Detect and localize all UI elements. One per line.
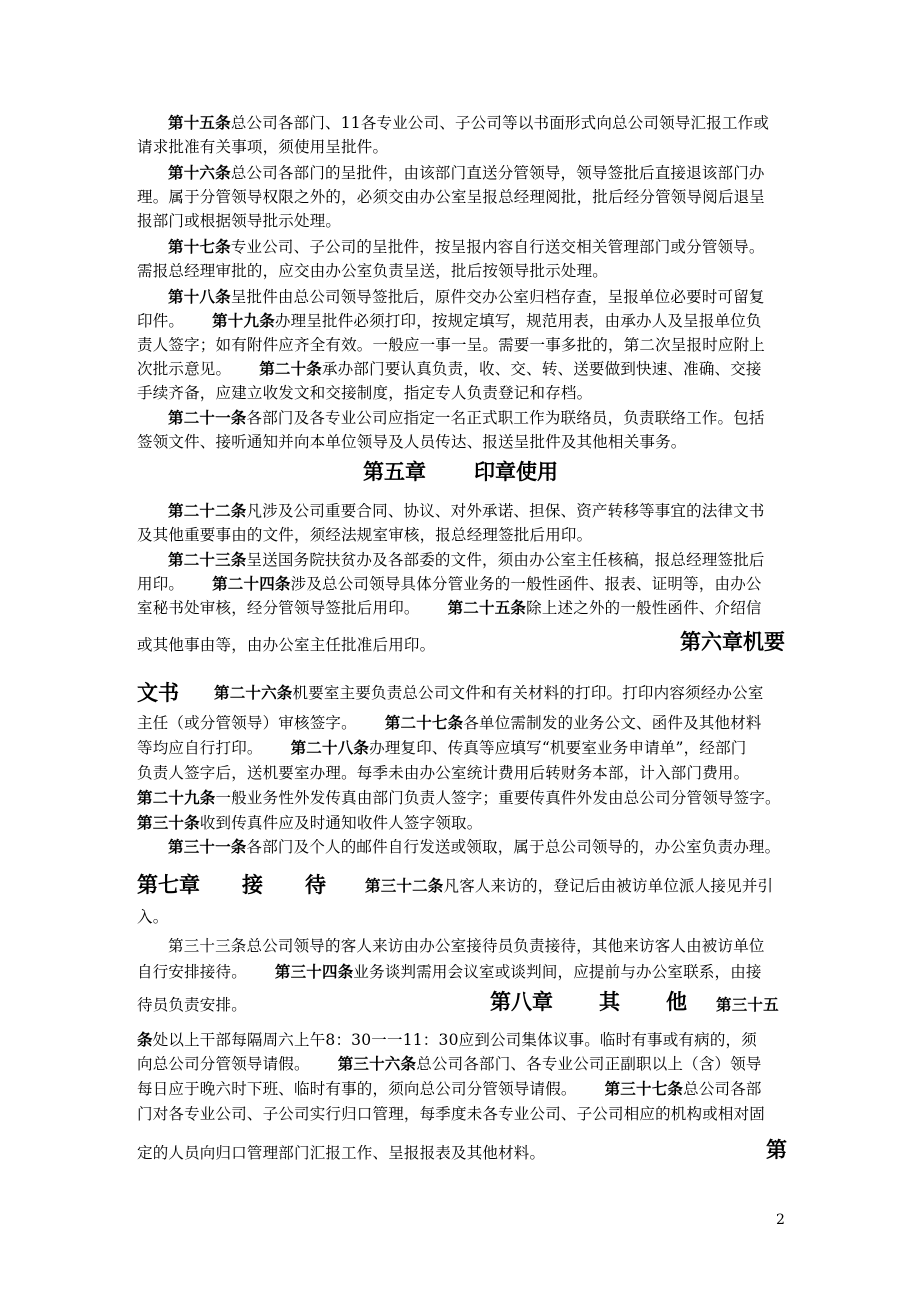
text-segment: 总公司各部 bbox=[683, 1080, 762, 1098]
chapter-heading bbox=[490, 989, 687, 1015]
chapter-title: 印章使用 bbox=[474, 459, 558, 484]
text-segment: 除上述之外的一般性函件、介绍信 bbox=[526, 599, 762, 617]
chapter-title-char: 其 bbox=[599, 989, 620, 1014]
text-line bbox=[137, 211, 789, 231]
text-line bbox=[137, 261, 789, 281]
text-segment: 需报总经理审批的，应交由办公室负责呈送，批后按领导批示处理。 bbox=[137, 262, 609, 280]
text-line bbox=[137, 574, 789, 594]
text-segment: 主任（或分管领导）审核签字。 bbox=[137, 714, 357, 732]
text-segment: 专业公司、子公司的呈批件，按呈报内容自行送交相关管理部门或分管领导。 bbox=[230, 238, 765, 256]
text-segment: 总公司各部门、11各专业公司、子公司等以书面形式向总公司领导汇报工作或 bbox=[230, 114, 770, 132]
text-line bbox=[168, 936, 789, 956]
text-segment: 签领文件、接听通知并向本单位领导及人员传达、报送呈批件及其他相关事务。 bbox=[137, 433, 687, 451]
text-segment: 等均应自行打印。 bbox=[137, 739, 263, 757]
text-line bbox=[137, 137, 789, 157]
article-number: 第三十五 bbox=[716, 995, 779, 1014]
text-segment: 入。 bbox=[137, 908, 169, 926]
text-segment: 处以上干部每隔周六上午8：30一一11：30应到公司集体议事。临时有事或有病的，须 bbox=[152, 1031, 757, 1049]
article-number: 第二十二条 bbox=[168, 501, 247, 520]
article-number: 第三十条 bbox=[137, 813, 200, 832]
text-segment: 凡涉及公司重要合同、协议、对外承诺、担保、资产转移等事宜的法律文书 bbox=[246, 502, 765, 520]
text-segment: 涉及总公司领导具体分管业务的一般性函件、报表、证明等，由办公 bbox=[290, 575, 762, 593]
text-line bbox=[137, 598, 789, 618]
article-number: 第二十条 bbox=[259, 359, 323, 378]
chapter-heading: 文书 bbox=[137, 680, 179, 705]
text-segment: 各部门及各专业公司应指定一名正式职工作为联络员，负责联络工作。包括 bbox=[246, 409, 765, 427]
article-number: 第二十四条 bbox=[212, 574, 291, 593]
article-number: 第十五条 bbox=[168, 113, 231, 132]
text-line bbox=[137, 738, 789, 758]
text-line-with-article bbox=[365, 876, 789, 896]
text-line bbox=[137, 788, 789, 808]
text-line bbox=[168, 113, 789, 133]
text-segment: 办理呈批件必须打印，按规定填写，规范用表，由承办人及呈报单位负 bbox=[274, 312, 762, 330]
text-line bbox=[137, 383, 789, 403]
text-segment: 或其他事由等，由办公室主任批准后用印。 bbox=[137, 636, 436, 654]
text-segment: 及其他重要事由的文件，须经法规室审核，报总经理签批后用印。 bbox=[137, 526, 593, 544]
text-segment: 凡客人来访的，登记后由被访单位派人接见并引 bbox=[443, 877, 774, 895]
article-number: 第二十三条 bbox=[168, 550, 247, 569]
text-line bbox=[168, 163, 789, 183]
text-line bbox=[137, 907, 789, 927]
text-segment: 用印。 bbox=[137, 575, 185, 593]
text-segment: 责人签字；如有附件应齐全有效。一般应一事一呈。需要一事多批的，第二次呈报时应附上 bbox=[137, 336, 766, 354]
text-segment: 一般业务性外发传真由部门负责人签字；重要传真件外发由总公司分管领导签字。 bbox=[215, 789, 781, 807]
article-number: 第三十七条 bbox=[604, 1079, 684, 1098]
article-number: 第十九条 bbox=[212, 311, 275, 330]
text-line bbox=[137, 432, 789, 452]
text-line bbox=[137, 1030, 789, 1050]
text-segment: 第三十三条总公司领导的客人来访由办公室接待员负责接待，其他来访客人由被访单位 bbox=[168, 937, 765, 955]
text-segment: 呈送国务院扶贫办及各部委的文件，须由办公室主任核稿，报总经理签批后 bbox=[246, 551, 765, 569]
text-segment: 门对各专业公司、子公司实行归口管理，每季度未各专业公司、子公司相应的机构或相对固 bbox=[137, 1105, 766, 1123]
text-segment: 理。属于分管领导权限之外的，必须交由办公室呈报总经理阅批，批后经分管领导阅后退呈 bbox=[137, 188, 766, 206]
article-number: 第三十四条 bbox=[274, 962, 354, 981]
article-number: 第十六条 bbox=[168, 163, 231, 182]
text-line bbox=[168, 501, 789, 521]
text-line bbox=[168, 837, 789, 857]
text-line bbox=[168, 408, 789, 428]
article-number: 第十七条 bbox=[168, 237, 231, 256]
chapter-number: 第七章 bbox=[137, 872, 200, 897]
article-number: 第二十一条 bbox=[168, 408, 247, 427]
text-line bbox=[137, 187, 789, 207]
article-number: 第二十五条 bbox=[447, 598, 527, 617]
text-segment: 呈批件由总公司领导签批后，原件交办公室归档存查，呈报单位必要时可留复 bbox=[230, 288, 765, 306]
chapter-heading: 第 bbox=[766, 1137, 787, 1162]
text-segment: 自行安排接待。 bbox=[137, 963, 247, 981]
text-line bbox=[137, 311, 789, 331]
text-segment: 室秘书处审核，经分管领导签批后用印。 bbox=[137, 599, 420, 617]
text-line bbox=[137, 995, 789, 1015]
article-number: 第二十九条 bbox=[137, 788, 216, 807]
article-number: 第三十一条 bbox=[168, 837, 247, 856]
text-segment: 印件。 bbox=[137, 312, 185, 330]
text-segment: 负责人签字后，送机要室办理。每季未由办公室统计费用后转财务本部，计入部门费用。 bbox=[137, 764, 750, 782]
text-segment: 请求批准有关事项，须使用呈批件。 bbox=[137, 138, 389, 156]
text-line bbox=[168, 550, 789, 570]
text-line bbox=[137, 1104, 789, 1124]
text-segment: 承办部门要认真负责，收、交、转、送要做到快速、准确、交接 bbox=[322, 360, 762, 378]
text-segment: 待员负责安排。 bbox=[137, 996, 247, 1014]
text-segment bbox=[293, 684, 764, 702]
article-number: 第三十二条 bbox=[365, 876, 444, 895]
chapter-title-char: 待 bbox=[305, 872, 326, 897]
chapter-heading bbox=[363, 459, 558, 485]
text-segment: 报部门或根据领导批示处理。 bbox=[137, 212, 342, 230]
text-segment: 收到传真件应及时通知收件人签字领取。 bbox=[199, 814, 483, 832]
article-number: 第三十六条 bbox=[337, 1054, 417, 1073]
text-line bbox=[137, 359, 789, 379]
chapter-title-char: 接 bbox=[242, 872, 263, 897]
text-segment: 总公司各部门、各专业公司正副职以上（含）领导 bbox=[416, 1055, 762, 1073]
text-segment: 业务谈判需用会议室或谈判间，应提前与办公室联系，由接 bbox=[353, 963, 762, 981]
text-segment: 每日应于晚六时下班、临时有事的，须向总公司分管领导请假。 bbox=[137, 1080, 577, 1098]
text-line bbox=[137, 1079, 789, 1099]
text-segment: 次批示意见。 bbox=[137, 360, 232, 378]
text-segment: 向总公司分管领导请假。 bbox=[137, 1055, 310, 1073]
article-number: 条 bbox=[137, 1030, 153, 1049]
article-number: 第二十六条 bbox=[214, 683, 293, 702]
text-segment: 机要室主要负责总公司文件和有关材料的打印。打印内容须经办公室 bbox=[292, 684, 764, 702]
text-line bbox=[137, 335, 789, 355]
chapter-number: 第八章 bbox=[490, 989, 553, 1014]
text-segment bbox=[444, 877, 774, 895]
text-segment: 各部门及个人的邮件自行发送或领取，属于总公司领导的，办公室负责办理。 bbox=[246, 838, 781, 856]
text-segment: 办理复印、传真等应填写“机要室业务申请单”，经部门 bbox=[369, 739, 747, 757]
text-segment: 总公司各部门的呈批件，由该部门直送分管领导，领导签批后直接退该部门办 bbox=[230, 164, 765, 182]
text-line bbox=[137, 763, 789, 783]
text-line bbox=[168, 237, 789, 257]
chapter-title-char: 他 bbox=[666, 989, 687, 1014]
chapter-heading bbox=[137, 872, 326, 898]
text-segment: 定的人员向归口管理部门汇报工作、呈报报表及其他材料。 bbox=[137, 1144, 546, 1162]
text-line bbox=[137, 1054, 789, 1074]
text-line bbox=[137, 813, 789, 833]
text-line bbox=[137, 962, 789, 982]
chapter-number: 第五章 bbox=[363, 459, 426, 484]
text-line bbox=[137, 1143, 789, 1163]
text-segment: 各单位需制发的业务公文、函件及其他材料 bbox=[463, 714, 762, 732]
text-segment: 手续齐备，应建立收发文和交接制度，指定专人负责登记和存档。 bbox=[137, 384, 593, 402]
article-number: 第十八条 bbox=[168, 287, 231, 306]
text-line-with-article bbox=[214, 683, 789, 703]
chapter-heading: 第六章机要 bbox=[680, 629, 785, 654]
article-number: 第二十八条 bbox=[290, 738, 370, 757]
text-line bbox=[168, 287, 789, 307]
page-number: 2 bbox=[776, 1212, 785, 1228]
article-number: 第二十七条 bbox=[384, 713, 464, 732]
text-line bbox=[137, 525, 789, 545]
text-line bbox=[137, 713, 789, 733]
